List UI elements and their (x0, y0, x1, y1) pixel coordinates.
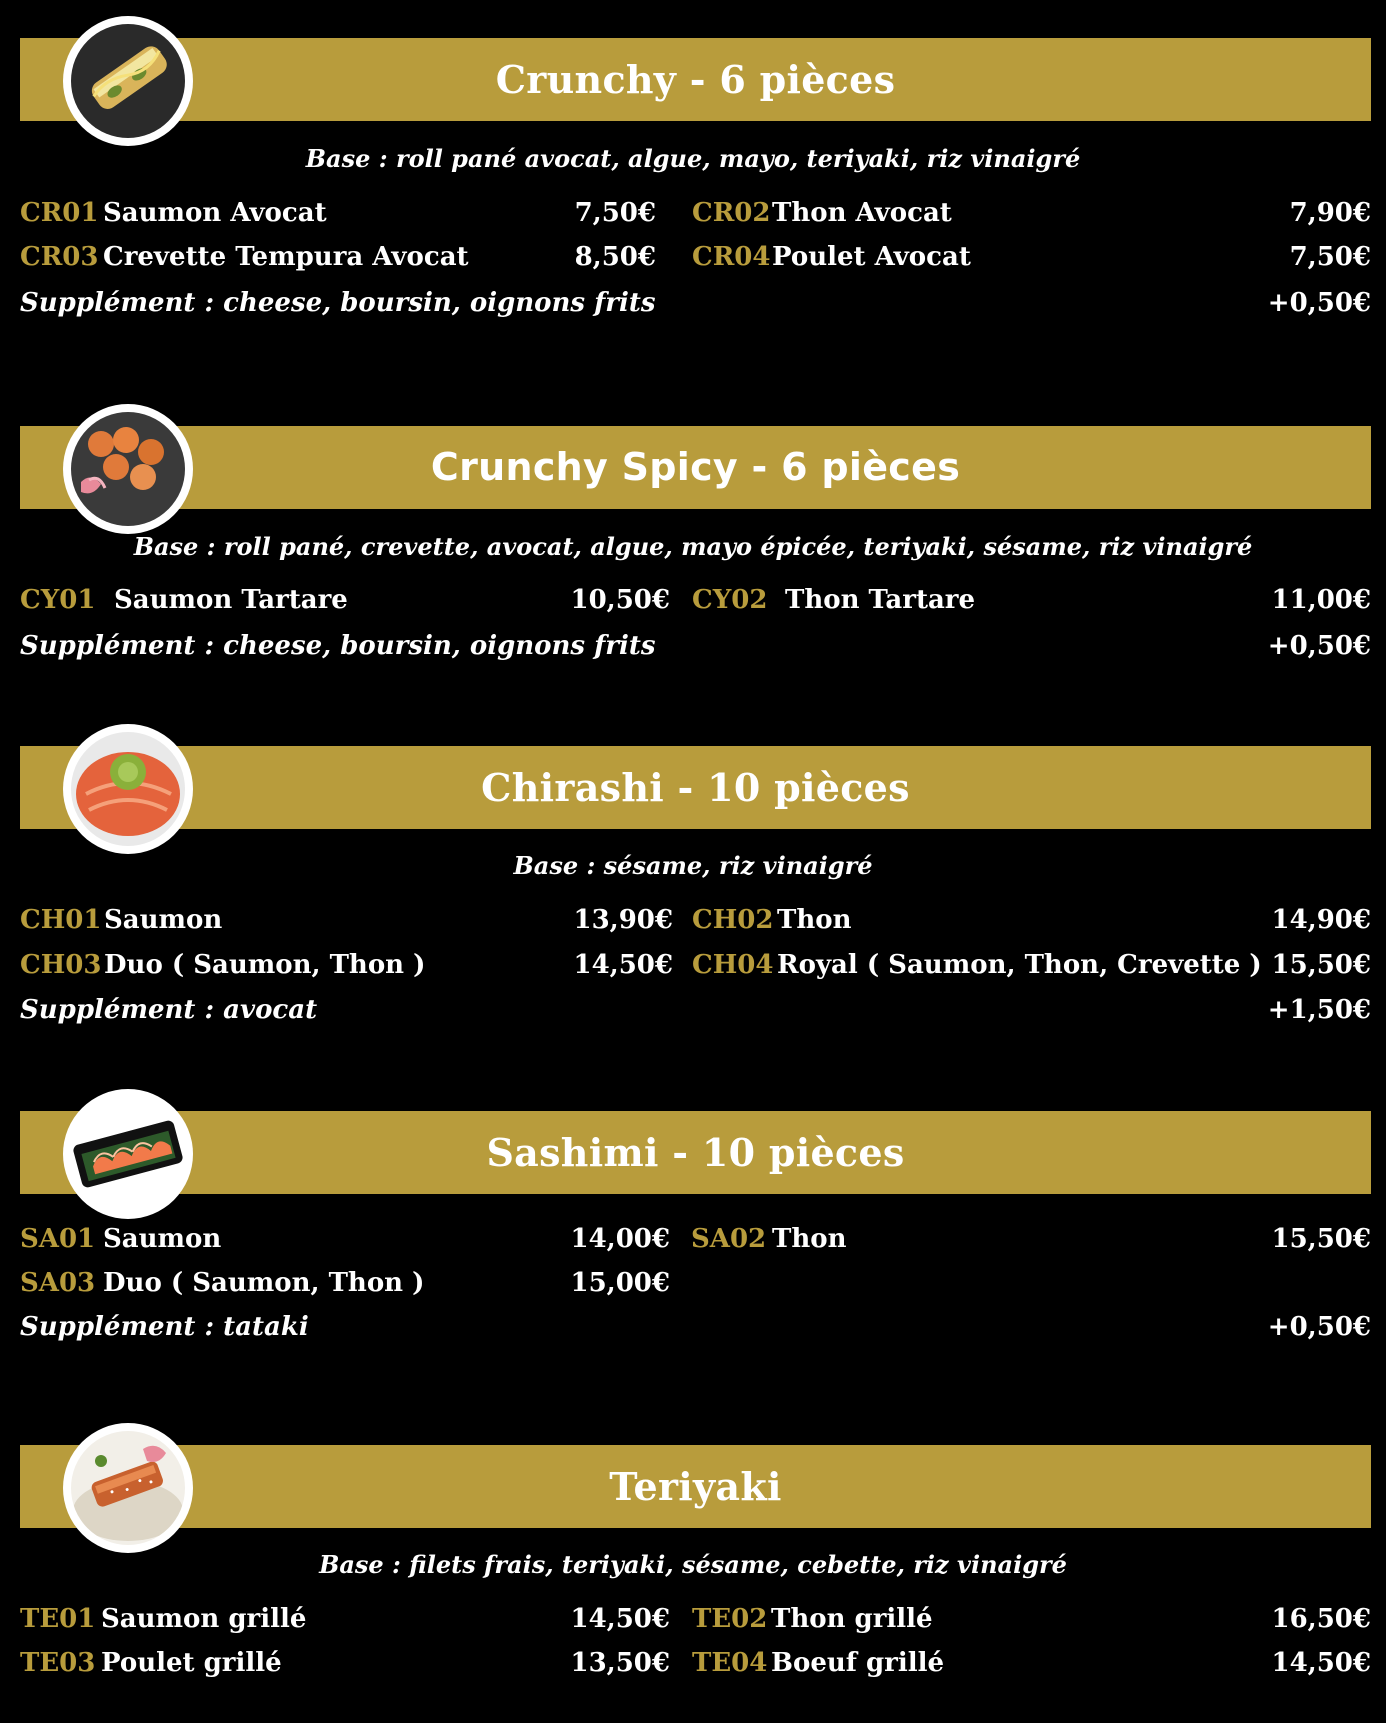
section-title: Crunchy - 6 pièces (495, 57, 896, 102)
item-name: Crevette Tempura Avocat (103, 242, 469, 272)
section-header-band (20, 426, 1371, 509)
item-name: Saumon (103, 1224, 222, 1254)
item-code: SA02 (691, 1224, 767, 1254)
supplement-note: Supplément : cheese, boursin, oignons frits (20, 631, 656, 661)
section-header-band (20, 38, 1371, 121)
menu-item-row (0, 242, 1386, 282)
menu-item-row (0, 905, 1386, 945)
item-price: 13,50€ (570, 1648, 670, 1678)
section-header-band (20, 746, 1371, 829)
item-price: 8,50€ (574, 242, 656, 272)
item-price: 7,50€ (574, 198, 656, 228)
supplement-price: +0,50€ (1267, 1312, 1371, 1342)
section-base-description: Base : roll pané, crevette, avocat, algue, mayo épicée, teriyaki, sésame, riz vinaigré (133, 532, 1253, 561)
supplement-note: Supplément : cheese, boursin, oignons frits (20, 288, 656, 318)
crunchy-roll-photo (63, 16, 193, 146)
item-name: Boeuf grillé (771, 1648, 945, 1678)
item-code: CR04 (692, 242, 771, 272)
section-base-description: Base : roll pané avocat, algue, mayo, teriyaki, riz vinaigré (305, 144, 1081, 173)
section-title: Teriyaki (609, 1464, 782, 1509)
item-name: Royal ( Saumon, Thon, Crevette ) (777, 950, 1262, 980)
section-title: Crunchy Spicy - 6 pièces (430, 445, 961, 489)
item-price: 10,50€ (570, 585, 670, 615)
supplement-note: Supplément : avocat (20, 995, 318, 1025)
item-name: Thon Avocat (772, 198, 952, 228)
item-price: 13,90€ (573, 905, 673, 935)
item-code: CY02 (692, 585, 768, 615)
menu-item-row (0, 1648, 1386, 1688)
item-price: 15,50€ (1271, 950, 1371, 980)
section-base-description: Base : sésame, riz vinaigré (513, 851, 873, 880)
menu-item-row (0, 1268, 1386, 1308)
item-code: SA01 (20, 1224, 96, 1254)
menu-item-row (0, 1224, 1386, 1264)
item-code: CH04 (692, 950, 774, 980)
supplement-price: +0,50€ (1267, 288, 1371, 318)
item-code: CY01 (20, 585, 96, 615)
item-price: 16,50€ (1271, 1604, 1371, 1634)
item-name: Saumon (104, 905, 223, 935)
item-code: CR01 (20, 198, 99, 228)
item-name: Thon (777, 905, 852, 935)
item-name: Duo ( Saumon, Thon ) (104, 950, 426, 980)
item-code: TE02 (692, 1604, 768, 1634)
item-price: 14,90€ (1271, 905, 1371, 935)
item-name: Duo ( Saumon, Thon ) (103, 1268, 425, 1298)
crunchy-spicy-photo (63, 404, 193, 534)
section-header-band (20, 1111, 1371, 1194)
sashimi-tray-photo (63, 1089, 193, 1219)
item-name: Saumon Tartare (114, 585, 348, 615)
item-name: Thon (772, 1224, 847, 1254)
item-code: CR03 (20, 242, 99, 272)
item-name: Poulet Avocat (772, 242, 971, 272)
teriyaki-bowl-photo (63, 1423, 193, 1553)
supplement-price: +1,50€ (1267, 995, 1371, 1025)
item-name: Thon grillé (771, 1604, 933, 1634)
chirashi-bowl-photo (63, 724, 193, 854)
item-code: CH02 (692, 905, 774, 935)
item-code: TE04 (692, 1648, 768, 1678)
menu-item-row (0, 585, 1386, 625)
item-name: Saumon grillé (101, 1604, 307, 1634)
supplement-price: +0,50€ (1267, 631, 1371, 661)
menu-item-row (0, 1604, 1386, 1644)
item-code: CR02 (692, 198, 771, 228)
item-price: 14,00€ (570, 1224, 670, 1254)
item-code: CH01 (20, 905, 102, 935)
item-price: 14,50€ (570, 1604, 670, 1634)
item-code: SA03 (20, 1268, 96, 1298)
item-price: 15,50€ (1271, 1224, 1371, 1254)
item-code: TE03 (20, 1648, 96, 1678)
item-price: 14,50€ (1271, 1648, 1371, 1678)
menu-item-row (0, 198, 1386, 238)
section-header-band (20, 1445, 1371, 1528)
item-code: CH03 (20, 950, 102, 980)
item-name: Saumon Avocat (103, 198, 327, 228)
item-price: 7,90€ (1289, 198, 1371, 228)
menu-item-row (0, 950, 1386, 990)
item-code: TE01 (20, 1604, 96, 1634)
item-price: 15,00€ (570, 1268, 670, 1298)
section-title: Chirashi - 10 pièces (481, 765, 910, 810)
supplement-note: Supplément : tataki (20, 1312, 309, 1342)
item-name: Thon Tartare (785, 585, 976, 615)
item-price: 14,50€ (573, 950, 673, 980)
item-price: 11,00€ (1271, 585, 1371, 615)
section-title: Sashimi - 10 pièces (486, 1130, 905, 1175)
item-name: Poulet grillé (101, 1648, 282, 1678)
section-base-description: Base : filets frais, teriyaki, sésame, cebette, riz vinaigré (319, 1550, 1067, 1579)
item-price: 7,50€ (1289, 242, 1371, 272)
